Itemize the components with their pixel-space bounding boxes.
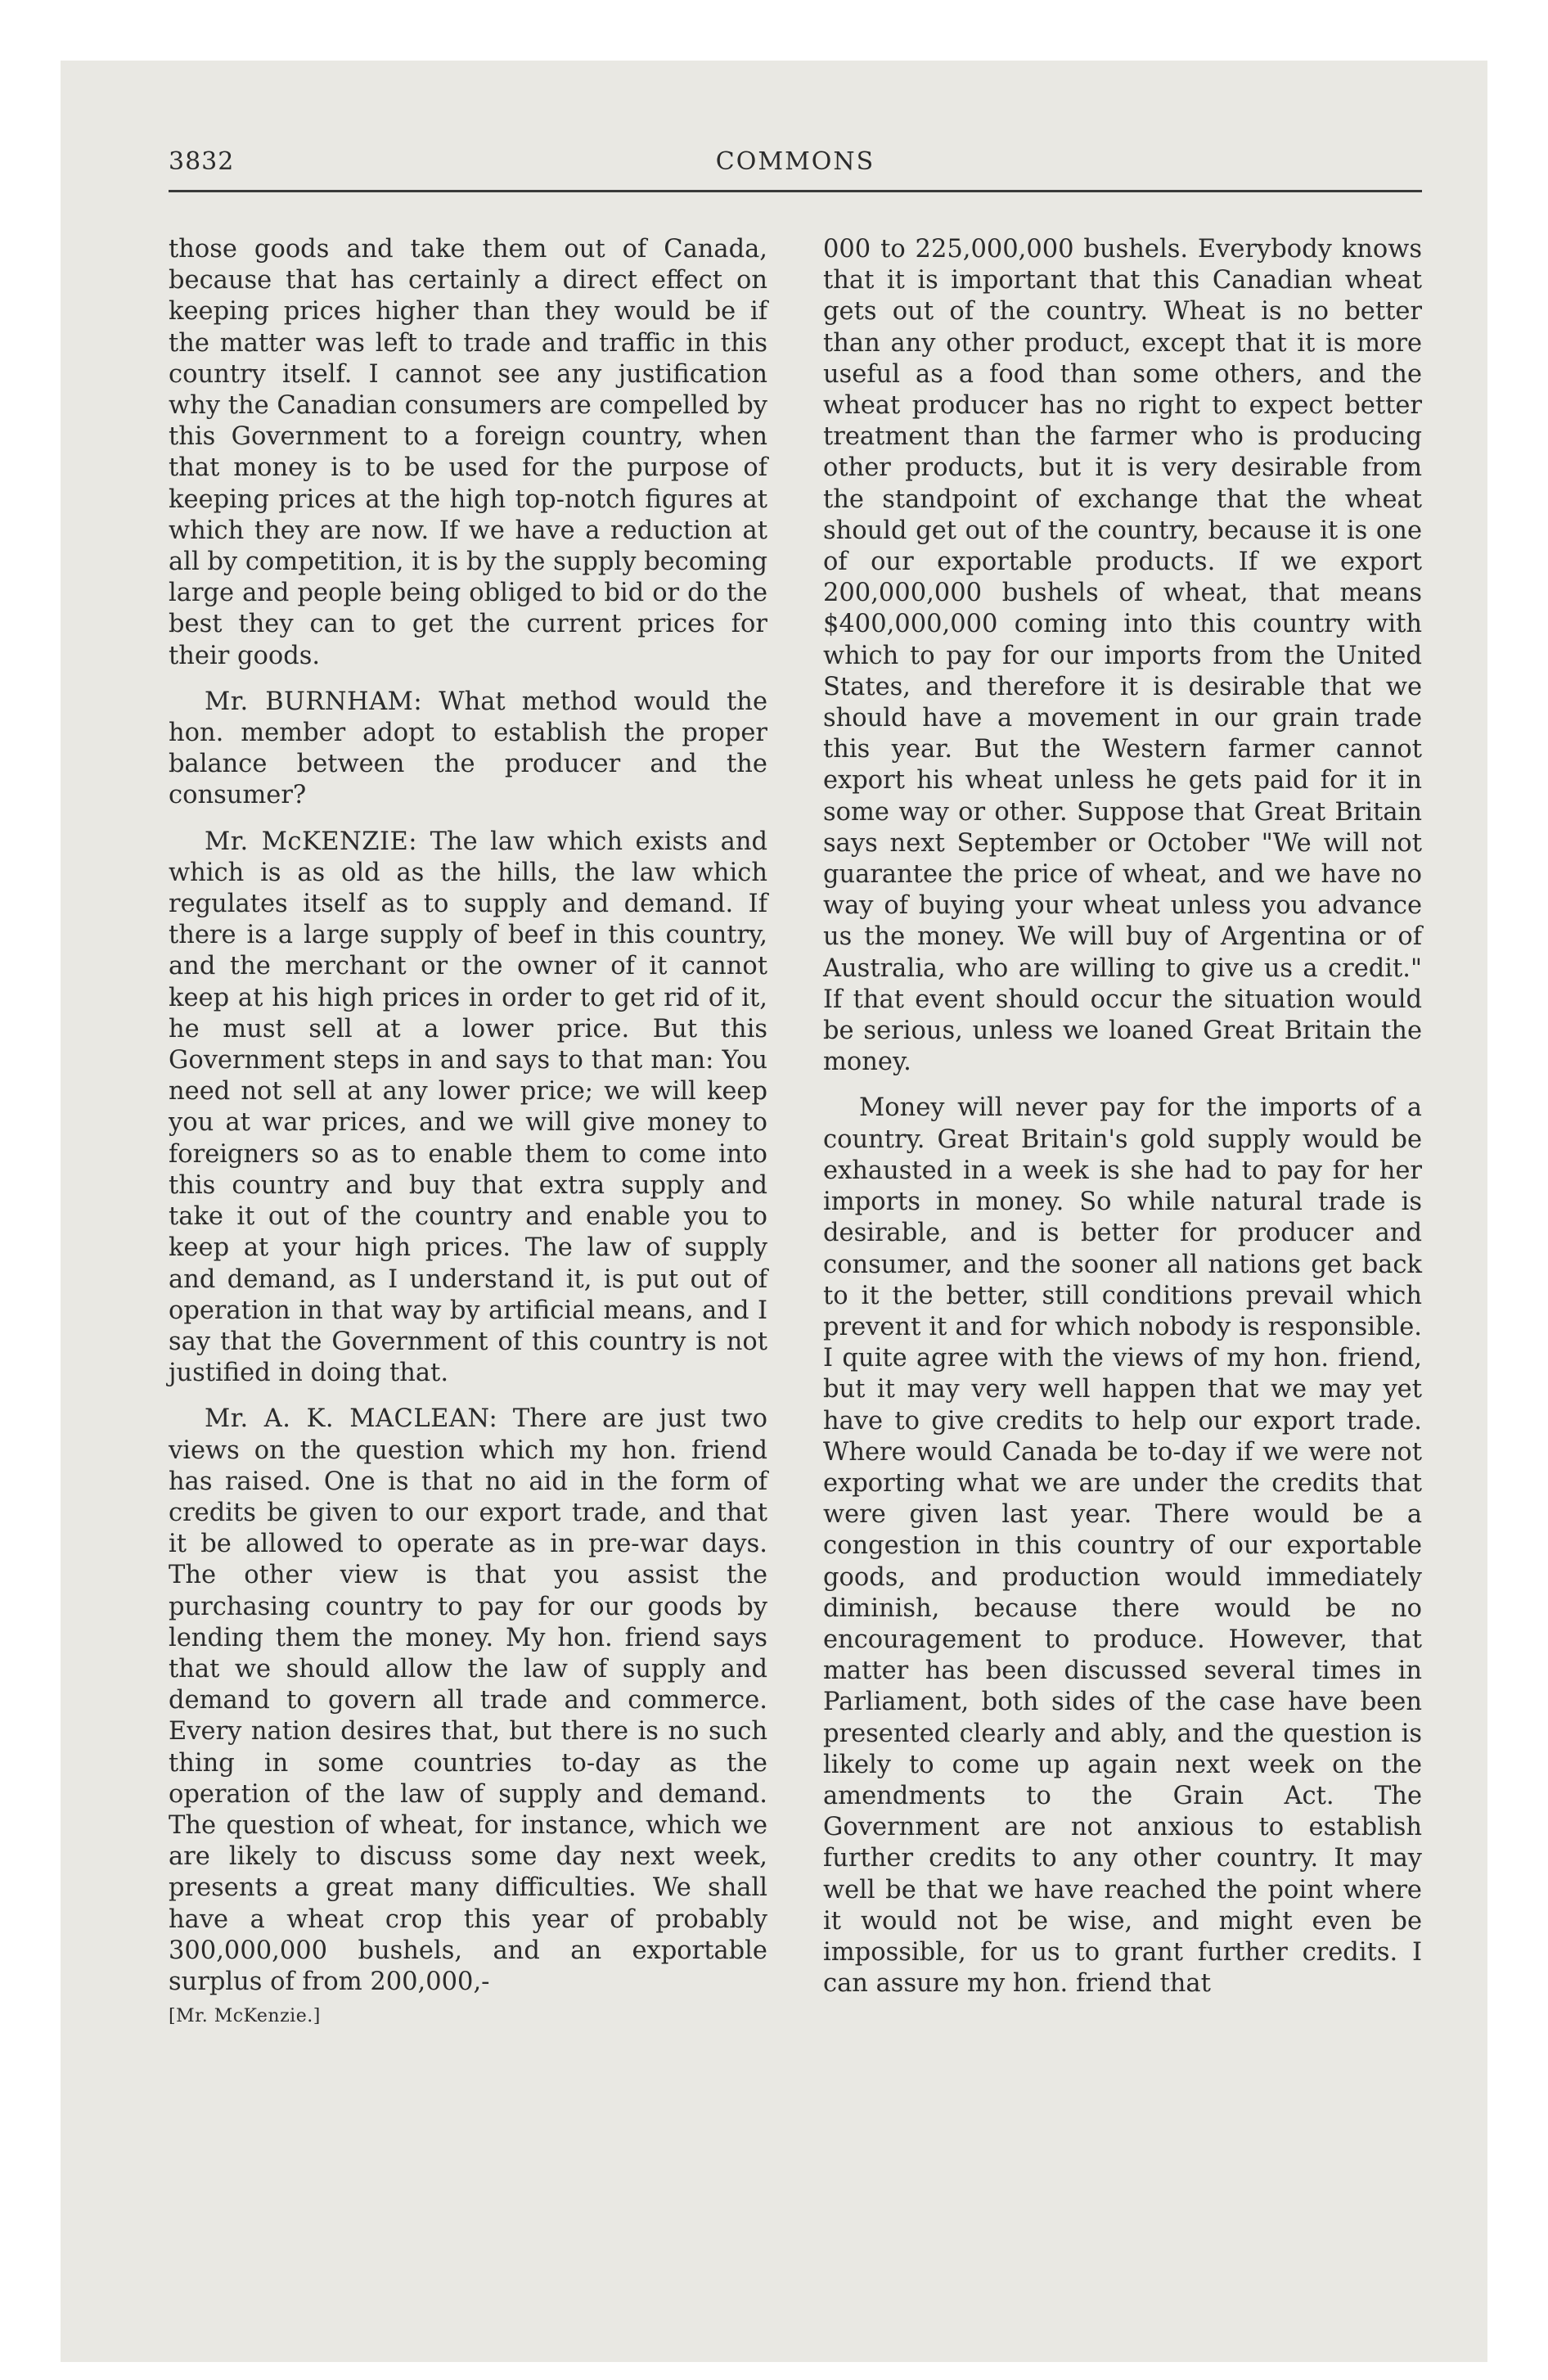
paragraph: 000 to 225,000,000 bushels. Everybody knows that it is important that this Canadian wheat gets out of the country. Wheat is no better than any other product, except that it is more useful as a food than some others, and the wheat producer has no right to expect better treatment than the farmer who is producing other products, but it is very desirable from the standpoint of exchange that the wheat should get out of the country, because it is one of our exportable products. If we export 200,000,000 bushels of wheat, that means $400,000,000 coming into this country with which to pay for our imports from the United States, and therefore it is desirable that we should have a movement in our grain trade this year. But the Western farmer cannot export his wheat unless he gets paid for it in some way or other. Suppose that Great Britain says next September or October "We will not guarantee the price of wheat, and we have no way of buying your wheat unless you advance us the money. We will buy of Argentina or of Australia, who are willing to give us a credit." If that event should occur the situation would be serious, unless we loaned Great Britain the money. bbox=[823, 235, 1422, 1077]
speech-text: The law which exists and which is as old as the hills, the law which regulates itself as to supply and demand. If there is a large supply of beef in this country, and the merchant or the owner of it cannot keep at his high prices in order to get rid of it, he must sell at a lower price. But this Government steps in and says to that man: You need not sell at any lower price; we will keep you at war prices, and we will give money to foreigners so as to enable them to come into this country and buy that extra supply and take it out of the country and enable you to keep at your high prices. The law of supply and demand, as I understand it, is put out of operation in that way by artificial means, and I say that the Government of this country is not justified in doing that. bbox=[169, 827, 767, 1388]
speaker-name: Mr. McKENZIE: bbox=[205, 827, 418, 856]
speaker-name: Mr. A. K. MACLEAN: bbox=[205, 1404, 498, 1434]
page-number: 3832 bbox=[169, 147, 235, 176]
left-column bbox=[169, 234, 767, 2026]
paragraph bbox=[169, 827, 767, 1390]
paragraph: Money will never pay for the imports of a country. Great Britain's gold supply would be exhausted in a week is she had to pay for her imports in money. So while natural trade is desirable, and is better for producer and consumer, and the sooner all nations get back to it the better, still conditions prevail which prevent it and for which nobody is responsible. I quite agree with the views of my hon. friend, but it may very well happen that we may yet have to give credits to help our export trade. Where would Canada be to-day if we were not exporting what we are under the credits that were given last year. There would be a congestion in this country of our exportable goods, and production would immediately diminish, because there would be no encouragement to produce. However, that matter has been discussed several times in Parliament, both sides of the case have been presented clearly and ably, and the question is likely to come up again next week on the amendments to the Grain Act. The Government are not anxious to establish further credits to any other country. It may well be that we have reached the point where it would not be wise, and might even be impossible, for us to grant further credits. I can assure my hon. friend that bbox=[823, 1093, 1422, 1999]
document-page bbox=[169, 144, 1422, 2288]
paragraph bbox=[169, 687, 767, 812]
right-column bbox=[823, 234, 1422, 2026]
paragraph bbox=[169, 1404, 767, 1998]
text-columns bbox=[169, 234, 1422, 2026]
speech-text: What method would the hon. member adopt to establish the proper balance between the producer and the consumer? bbox=[169, 687, 768, 810]
footnote: [Mr. McKenzie.] bbox=[169, 2006, 321, 2027]
speaker-name: Mr. BURNHAM: bbox=[205, 687, 423, 716]
running-title: COMMONS bbox=[715, 147, 875, 176]
paragraph: those goods and take them out of Canada, because that has certainly a direct effect on keeping prices higher than they would be if the matter was left to trade and traffic in this country itself. I cannot see any justification why the Canadian consumers are compelled by this Government to a foreign country, when that money is to be used for the purpose of keeping prices at the high top-notch figures at which they are now. If we have a reduction at all by competition, it is by the supply becoming large and people being obliged to bid or do the best they can to get the current prices for their goods. bbox=[169, 235, 767, 670]
page-header bbox=[169, 144, 1422, 192]
speech-text: There are just two views on the question which my hon. friend has raised. One is that no aid in the form of credits be given to our export trade, and that it be allowed to operate as in pre-war days. The other view is that you assist the purchasing country to pay for our goods by lending them the money. My hon. friend says that we should allow the law of supply and demand to govern all trade and commerce. Every nation desires that, but there is no such thing in some countries to-day as the operation of the law of supply and demand. The question of wheat, for instance, which we are likely to discuss some day next week, presents a great many difficulties. We shall have a wheat crop this year of probably 300,000,000 bushels, and an exportable surplus of from 200,000,- bbox=[169, 1404, 767, 1996]
